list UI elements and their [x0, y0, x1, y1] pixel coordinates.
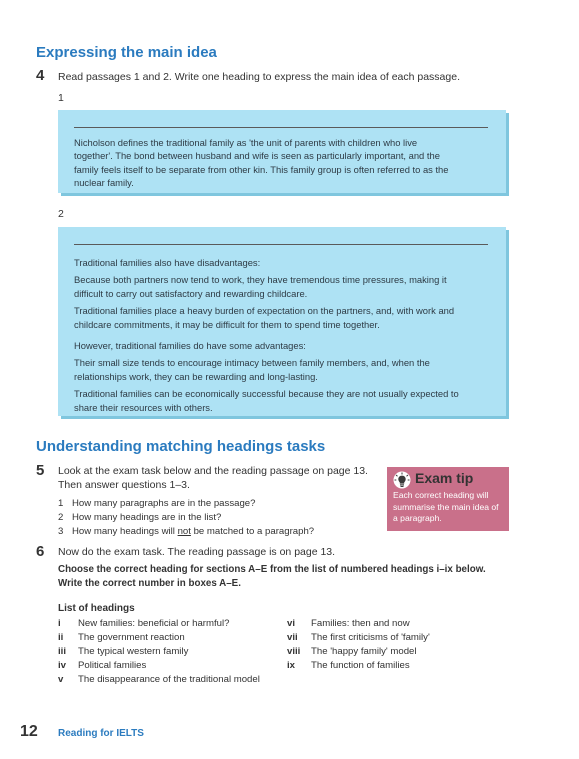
heading-item — [287, 632, 430, 643]
roman-numeral: ii — [58, 632, 64, 643]
passage-line: Traditional families can be economically successful because they are not usually expected to — [74, 388, 459, 400]
passage-line: family feels itself to be separate from other kin. This family group is often referred to as the — [74, 163, 449, 175]
question-text: How many headings will — [72, 526, 178, 537]
passage2-number: 2 — [58, 208, 64, 220]
roman-numeral: iv — [58, 660, 67, 671]
task5-instruction-line1: Look at the exam task below and the reading passage on page 13. — [58, 465, 368, 477]
heading-item — [287, 660, 410, 671]
lightbulb-icon — [393, 471, 411, 489]
roman-numeral: i — [58, 618, 61, 629]
passage-line: together'. The bond between husband and wife is seen as particularly important, and the — [74, 150, 440, 162]
passage-line: Nicholson defines the traditional family as 'the unit of parents with children who live — [74, 137, 418, 148]
heading-item — [58, 632, 185, 643]
heading-text: Families: then and now — [311, 618, 410, 629]
exam-tip-text — [393, 490, 499, 525]
passage-line: share their resources with others. — [74, 401, 213, 413]
task-number-6: 6 — [36, 543, 45, 560]
task6-bold-line1: Choose the correct heading for sections A–E from the list of numbered headings i–ix below. — [58, 564, 486, 575]
list-of-headings-title: List of headings — [58, 603, 135, 614]
exam-tip-title: Exam tip — [415, 470, 474, 486]
heading-text: New families: beneficial or harmful? — [78, 618, 230, 629]
roman-numeral: ix — [287, 660, 296, 671]
question-2 — [58, 512, 221, 523]
passage-line: Their small size tends to encourage intimacy between family members, and, when the — [74, 357, 430, 369]
heading-item — [287, 646, 417, 657]
task4-instruction: Read passages 1 and 2. Write one heading to express the main idea of each passage. — [58, 71, 460, 83]
section-title-main-idea: Expressing the main idea — [36, 44, 217, 61]
passage2-box — [58, 227, 506, 416]
answer-line-1[interactable] — [74, 127, 488, 128]
exam-tip-line: Each correct heading will — [393, 490, 489, 500]
passage-line: However, traditional families do have some advantages: — [74, 340, 306, 352]
heading-item — [58, 660, 146, 671]
roman-numeral: iii — [58, 646, 66, 657]
heading-text: The first criticisms of 'family' — [311, 632, 430, 643]
passage-line: nuclear family. — [74, 177, 134, 189]
question-3 — [58, 526, 314, 537]
heading-text: The government reaction — [78, 632, 185, 643]
passage-line: childcare commitments, it may be difficult for them to spend time together. — [74, 318, 380, 330]
passage1-number: 1 — [58, 92, 64, 104]
question-text: be matched to a paragraph? — [190, 526, 315, 537]
question-number: 1 — [58, 498, 64, 509]
passage1-text — [74, 136, 448, 190]
roman-numeral: v — [58, 674, 64, 685]
task-number-5: 5 — [36, 462, 45, 479]
roman-numeral: viii — [287, 646, 301, 657]
passage-line: relationships work, they can be rewarding and long-lasting. — [74, 370, 318, 382]
passage-line: Because both partners now tend to work, they have tremendous time pressures, making it — [74, 274, 447, 286]
heading-text: The 'happy family' model — [311, 646, 417, 657]
book-title: Reading for IELTS — [58, 728, 144, 739]
question-text: How many headings are in the list? — [72, 512, 222, 523]
exam-tip-line: a paragraph. — [393, 513, 442, 523]
answer-line-2[interactable] — [74, 244, 488, 245]
exam-tip-box — [387, 467, 509, 531]
exam-tip-line: summarise the main idea of — [393, 501, 499, 512]
section-title-matching-headings: Understanding matching headings tasks — [36, 438, 326, 455]
heading-text: The typical western family — [78, 646, 189, 657]
question-1 — [58, 498, 255, 509]
passage-line: Traditional families also have disadvantages: — [74, 257, 261, 268]
heading-text: The function of families — [311, 660, 410, 671]
task-number-4: 4 — [36, 67, 45, 84]
page-number: 12 — [20, 723, 38, 740]
heading-text: Political families — [78, 660, 147, 671]
heading-item — [58, 646, 188, 657]
roman-numeral: vi — [287, 618, 296, 629]
passage-line: Traditional families place a heavy burden of expectation on the partners, and, with work and — [74, 305, 455, 317]
task5-instruction-line2: Then answer questions 1–3. — [58, 479, 190, 491]
passage1-box — [58, 110, 506, 193]
question-number: 3 — [58, 526, 64, 537]
question-text-underlined: not — [177, 526, 191, 537]
question-number: 2 — [58, 512, 64, 523]
passage2-text — [74, 256, 459, 414]
heading-item — [58, 674, 260, 685]
task6-instruction: Now do the exam task. The reading passage is on page 13. — [58, 546, 336, 558]
heading-item — [58, 618, 229, 629]
passage-line: difficult to carry out satisfactory and rewarding childcare. — [74, 287, 308, 299]
task6-bold-line2: Write the correct number in boxes A–E. — [58, 578, 241, 589]
question-text: How many paragraphs are in the passage? — [72, 498, 256, 509]
roman-numeral: vii — [287, 632, 298, 643]
heading-text: The disappearance of the traditional model — [78, 674, 260, 685]
heading-item — [287, 618, 410, 629]
